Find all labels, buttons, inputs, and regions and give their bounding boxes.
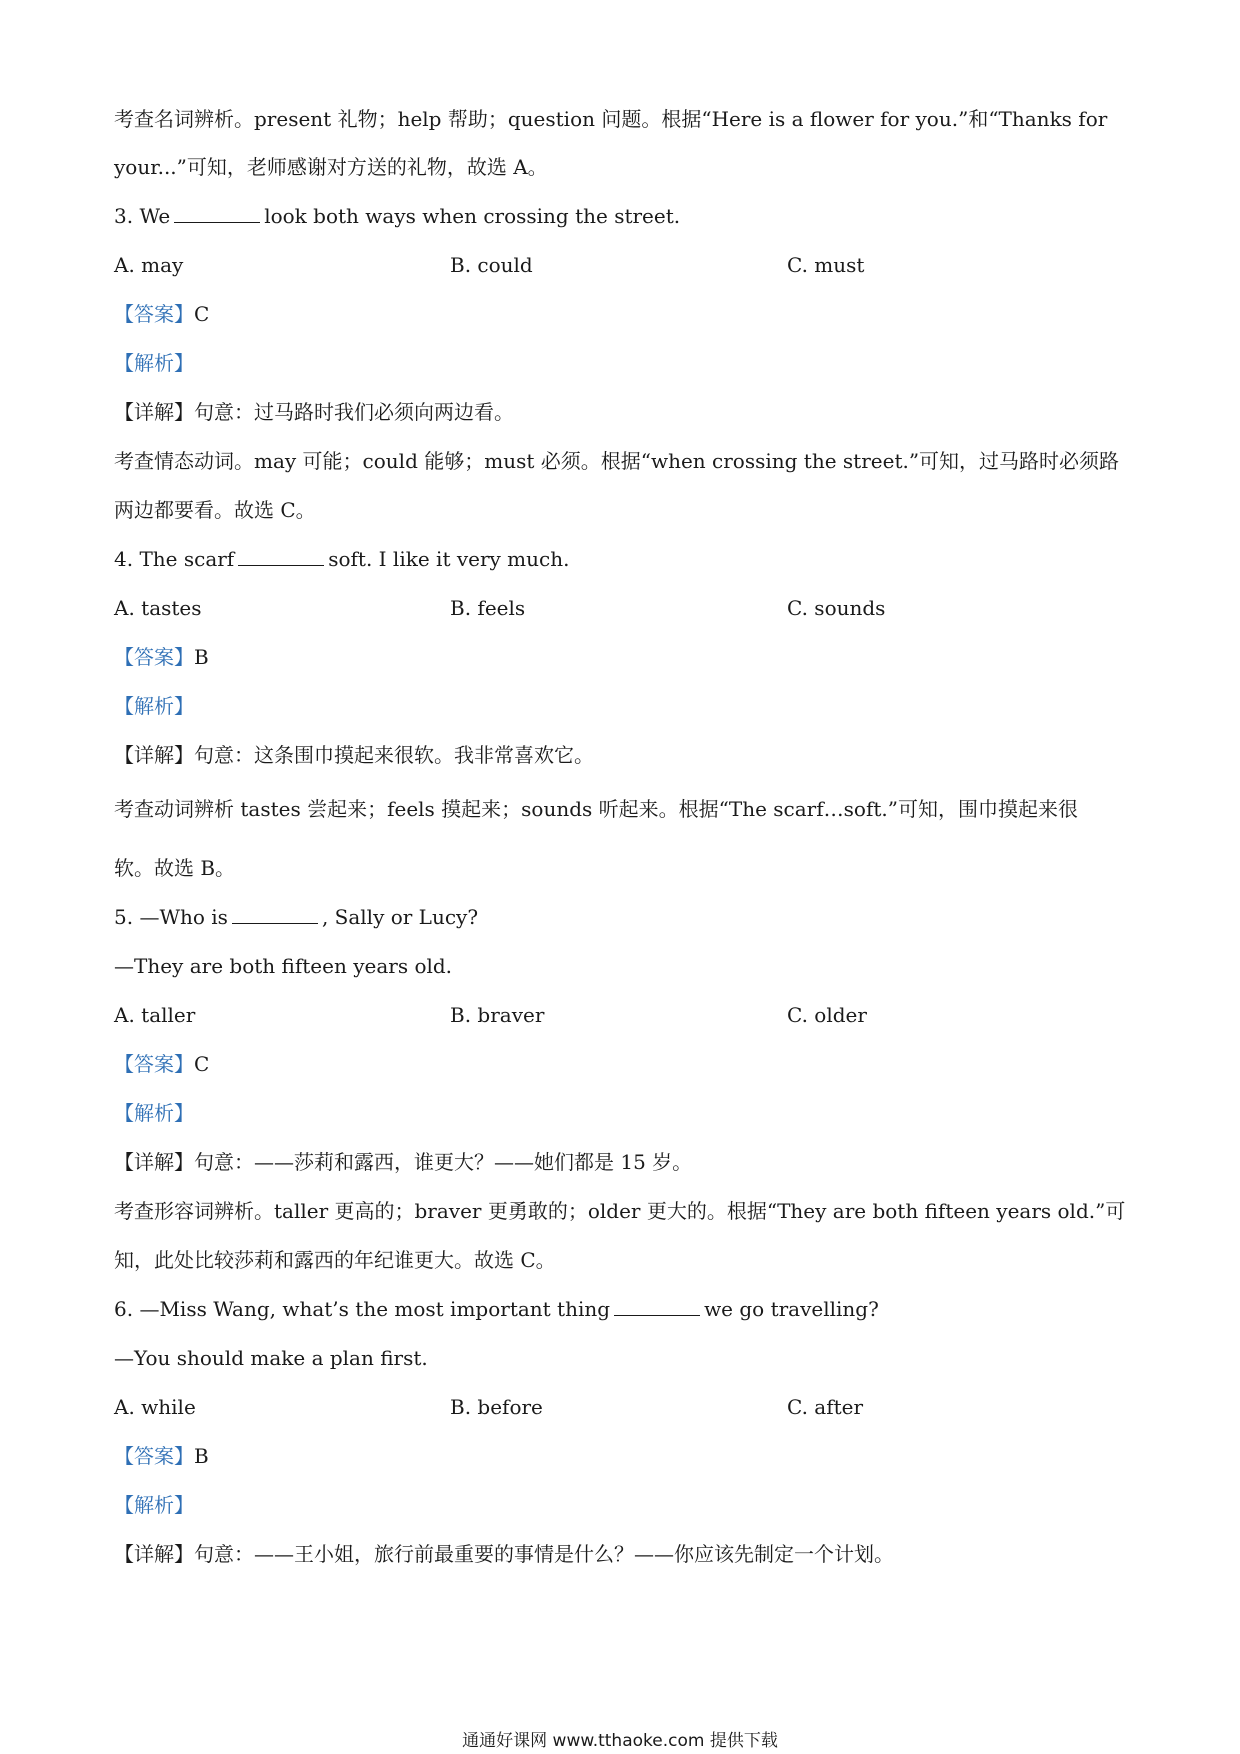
stem-after: , Sally or Lucy? [321,905,479,929]
stem-before: 4. The scarf [114,547,235,571]
question-3-explain-1: 考查情态动词。may 可能；could 能够；must 必须。根据“when crossing the street.”可知，过马路时必须路 [114,449,1120,473]
question-3-stem [114,203,1124,229]
stem-after: soft. I like it very much. [328,547,570,571]
question-3-option-a: A. may [114,253,184,277]
question-6-analysis-label: 【解析】 [114,1493,194,1517]
question-4-explain-2: 软。故选 B。 [114,856,236,880]
question-4-option-b: B. feels [450,596,526,620]
stem-after: look both ways when crossing the street. [264,204,681,228]
question-6-stem [114,1296,1124,1322]
question-5-detail: 【详解】句意：——莎莉和露西，谁更大？——她们都是 15 岁。 [114,1150,693,1174]
question-3-option-b: B. could [450,253,533,277]
question-6-detail: 【详解】句意：——王小姐，旅行前最重要的事情是什么？——你应该先制定一个计划。 [114,1542,894,1566]
answer-value: C [194,302,210,326]
stem-before: 5. —Who is [114,905,228,929]
question-6-answer [114,1443,1124,1469]
intro-line-2: your...”可知，老师感谢对方送的礼物，故选 A。 [114,155,548,179]
question-5-analysis-label: 【解析】 [114,1101,194,1125]
question-6-option-a: A. while [114,1395,196,1419]
answer-value: B [194,1444,209,1468]
question-4-option-a: A. tastes [114,596,202,620]
answer-blank [614,1297,700,1316]
answer-value: C [194,1052,210,1076]
question-4-detail: 【详解】句意：这条围巾摸起来很软。我非常喜欢它。 [114,743,594,767]
question-5-explain-2: 知，此处比较莎莉和露西的年纪谁更大。故选 C。 [114,1248,556,1272]
question-5-option-a: A. taller [114,1003,196,1027]
question-6-option-c: C. after [787,1395,864,1419]
answer-label: 【答案】 [114,1052,194,1076]
question-4-stem [114,546,1124,572]
question-3-detail: 【详解】句意：过马路时我们必须向两边看。 [114,400,514,424]
question-4-option-c: C. sounds [787,596,886,620]
question-5-option-b: B. braver [450,1003,545,1027]
page-footer: 通通好课网 www.tthaoke.com 提供下载 [462,1731,778,1751]
question-5-explain-1: 考查形容词辨析。taller 更高的；braver 更勇敢的；older 更大的。根据“They are both fifteen years old.”可 [114,1199,1126,1223]
answer-label: 【答案】 [114,645,194,669]
question-4-analysis-label: 【解析】 [114,694,194,718]
question-6-option-b: B. before [450,1395,543,1419]
answer-blank [174,204,260,223]
intro-line-1: 考查名词辨析。present 礼物；help 帮助；question 问题。根据“Here is a flower for you.”和“Thanks for [114,107,1108,131]
stem-before: 3. We [114,204,171,228]
question-6-stem-line-2: —You should make a plan first. [114,1346,428,1370]
question-5-answer [114,1051,1124,1077]
answer-blank [238,547,324,566]
stem-after: we go travelling? [704,1297,879,1321]
answer-value: B [194,645,209,669]
question-3-explain-2: 两边都要看。故选 C。 [114,498,316,522]
question-5-option-c: C. older [787,1003,867,1027]
question-5-stem-line-2: —They are both fifteen years old. [114,954,453,978]
answer-blank [232,905,318,924]
question-5-stem [114,904,1124,930]
question-3-analysis-label: 【解析】 [114,351,194,375]
question-3-option-c: C. must [787,253,865,277]
question-4-explain-1: 考查动词辨析 tastes 尝起来；feels 摸起来；sounds 听起来。根据“The scarf…soft.”可知，围巾摸起来很 [114,797,1078,821]
answer-label: 【答案】 [114,302,194,326]
stem-before: 6. —Miss Wang, what’s the most important thing [114,1297,611,1321]
answer-label: 【答案】 [114,1444,194,1468]
question-4-answer [114,644,1124,670]
question-3-answer [114,301,1124,327]
